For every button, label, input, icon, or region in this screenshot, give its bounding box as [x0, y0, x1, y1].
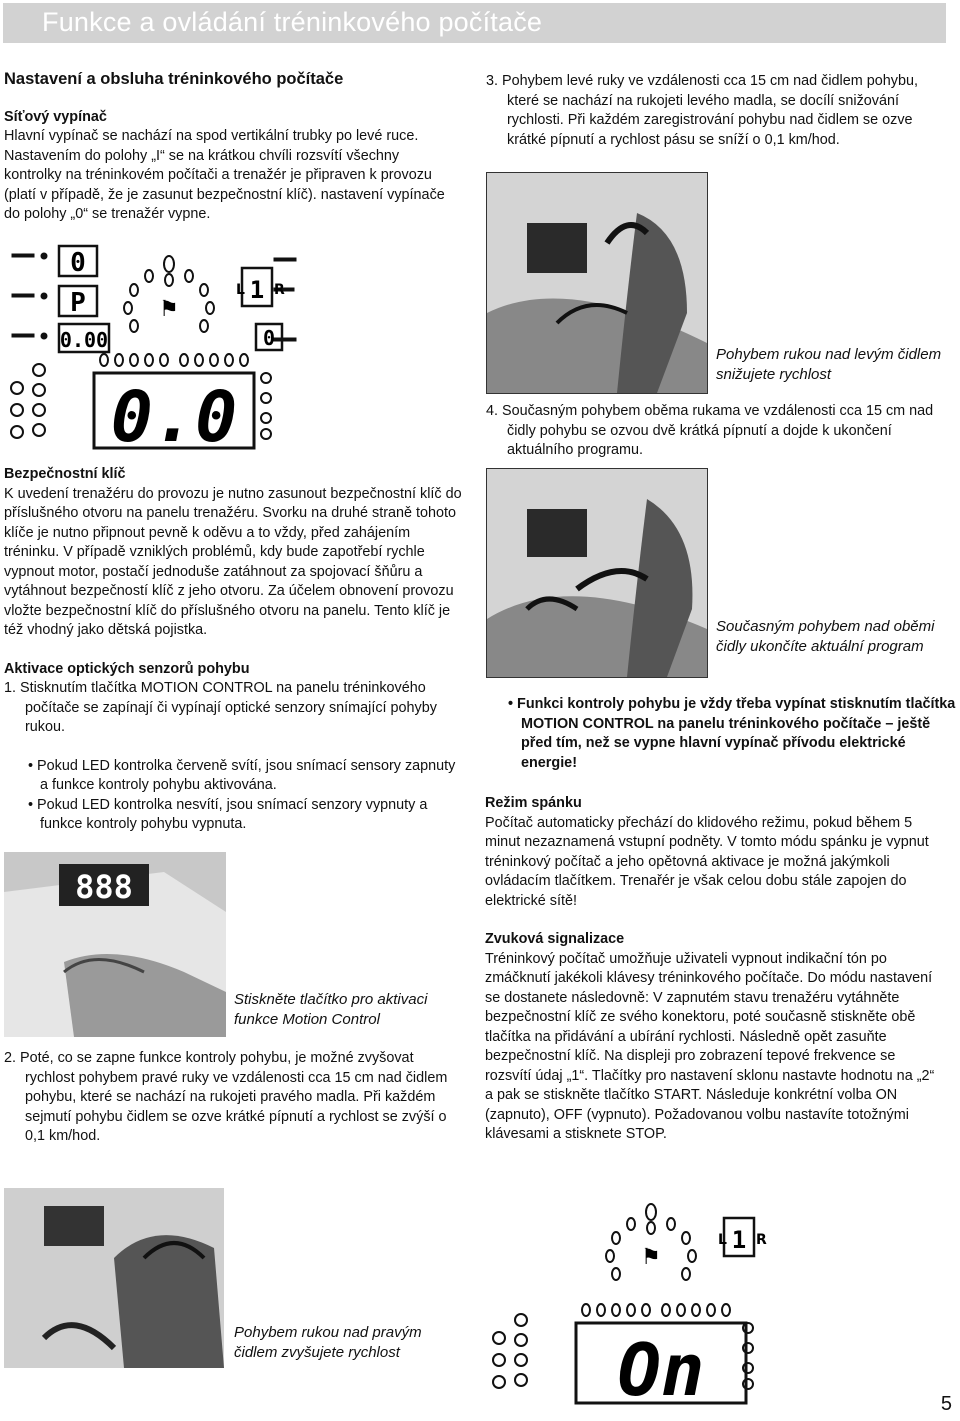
svg-text:⚑: ⚑: [641, 1245, 661, 1270]
step-4-text: 4. Současným pohybem oběma rukama ve vzdálenosti cca 15 cm nad čidly pohybu se ozvou dvě krátká pípnutí a dojde k ukončení aktuálního programu.: [486, 403, 934, 458]
switch-text: Hlavní vypínač se nachází na spod vertikální trubky po levé ruce. Nastavením do polohy „I“ se na krátkou chvíli rozsvítí všechny kontrolky na tréninkovém počítači a trenažér je připraven k provozu (platí v případě, že je zasunut bezpečnostní klíč). nastavení vypínače do polohy „0“ se trenažér vypne.: [4, 128, 445, 222]
keypad-digits: 888: [75, 868, 133, 906]
lr-display-on-value: 1: [731, 1226, 747, 1254]
console-panel-diagram: [4, 238, 322, 453]
sleep-section: [485, 794, 940, 1145]
svg-text:R: R: [274, 282, 285, 298]
display-3-value: 0.00: [59, 328, 109, 352]
display-4-value: 0: [262, 326, 276, 350]
svg-text:L: L: [718, 1232, 727, 1248]
caption-press-button: Stiskněte tlačítko pro aktivaci funkce Motion Control: [234, 991, 428, 1028]
caption-right-hand: Pohybem rukou nad pravým čidlem zvyšujete rychlost: [234, 1324, 422, 1361]
bullet-led-on: • Pokud LED kontrolka červeně svítí, jsou snímací sensory zapnuty a funkce kontroly pohybu aktivována.: [28, 757, 456, 793]
sleep-text: Počítač automaticky přechází do klidového režimu, pokud během 5 minut nezaznamená vstupní podněty. V tomto módu spánku je vypnut tréninkový počítač a jeho opětovná aktivace je možná jakýmkoli ovládacím tlačítkem. Trenařér je však celou dobu stále zapojen do elektrické sítě!: [485, 814, 929, 909]
page-title: Funkce a ovládání tréninkového počítače: [42, 7, 543, 37]
svg-text:⚑: ⚑: [159, 297, 179, 322]
bullet-led-off: • Pokud LED kontrolka nesvítí, jsou snímací senzory vypnuty a funkce kontroly pohybu vypnuta.: [28, 796, 428, 832]
sleep-title: Režim spánku: [485, 795, 582, 811]
page-header: [3, 3, 946, 43]
display-2-value: P: [70, 288, 86, 318]
big-display-value: 0.0: [110, 376, 238, 453]
lr-display-value: 1: [249, 276, 265, 304]
both-hands-photo: [486, 468, 708, 678]
switch-title: Síťový vypínač: [4, 108, 107, 125]
svg-text:R: R: [756, 1232, 767, 1248]
left-hand-photo: [486, 172, 708, 394]
step-2-section: [4, 1049, 459, 1147]
warning-note: • Funkci kontroly pohybu je vždy třeba vypínat stisknutím tlačítka MOTION CONTROL na panelu tréninkového počítače – ještě před tím, než se vypne hlavní vypínač přívodu elektrické energie!: [508, 696, 956, 771]
sound-title: Zvuková signalizace: [485, 931, 625, 947]
caption-left-hand: Pohybem rukou nad levým čidlem snižujete rychlost: [716, 346, 942, 383]
intro-section: [4, 70, 459, 225]
console-panel-on-diagram: [486, 1188, 804, 1408]
sensors-title: Aktivace optických senzorů pohybu: [4, 660, 250, 677]
sound-text: Tréninkový počítač umožňuje uživateli vypnout indikační tón po zmáčknutí jakékoli klávesy tréninkového počítače. Do módu nastavení se dostanete následovně: V zapnutém stavu trenažéru vytáhněte bezpečnostní klíč ze svého konektoru, poté současně stiskněte obě tlačítka na přidávání a ubírání rychlosti. Následně opět zasuňte bezpečnostní klíč. Na displeji pro zobrazení tepové frekvence se rozsvítí údaj „1“. Tlačítky pro nastavení sklonu nastavte hodnotu na „2“ a pak se stiskněte tlačítko START. Následuje konkrétní volba ON (zapnuto), OFF (vypnuto). Požadovanou volbu nastavíte totožnými klávesami a stisknete STOP.: [485, 950, 935, 1142]
svg-text:L: L: [236, 282, 245, 298]
page-number: 5: [940, 1393, 952, 1415]
step-4-section: [486, 402, 941, 461]
key-text: K uvedení trenažéru do provozu je nutno zasunout bezpečnostní klíč do příslušného otvoru na panelu trenažéru. Svorku na druhé straně tohoto klíče je nutno připnout pevně k oděvu a to vždy, před zahájením tréninku. V případě vzniklých problémů, kdy bude zapotřebí rychle vypnout motor, postačí jednoduše zatáhnout za spojovací šňůru a vytáhnout bezpečností klíč z jeho otvoru. Za účelem obnovení provozu vložte bezpečnostní klíč do příslušného otvoru na panelu. Tento klíč je též vhodný jako dětská pojistka.: [4, 485, 462, 638]
step-3-text: 3. Pohybem levé ruky ve vzdálenosti cca 15 cm nad čidlem pohybu, které se nachází na rukojeti levého madla, se docílí snižování rychlosti. Při každém zaregistrování pohybu nad čidlem se ozve krátké pípnutí a rychlost pásu se sníží o 0,1 km/hod.: [486, 73, 918, 148]
big-display-on-value: On: [617, 1328, 705, 1408]
key-title: Bezpečnostní klíč: [4, 466, 126, 482]
press-button-photo: [4, 852, 226, 1037]
display-1-value: 0: [70, 248, 86, 278]
step-3-section: [486, 72, 936, 150]
safety-key-section: [4, 465, 464, 835]
caption-both-hands: Současným pohybem nad oběmi čidly ukončíte aktuální program: [716, 618, 935, 655]
step-1-text: 1. Stisknutím tlačítka MOTION CONTROL na panelu tréninkového počítače se zapínají či vypínají optické senzory snímající pohyby rukou.: [4, 680, 437, 735]
right-hand-photo: [4, 1188, 224, 1368]
step-2-text: 2. Poté, co se zapne funkce kontroly pohybu, je možné zvyšovat rychlost pohybem pravé ruky ve vzdálenosti cca 15 cm nad čidlem pohybu, které se nachází na rukojeti pravého madla. Při každém sejmutí pohybu čidlem se ozve krátké pípnutí a rychlost se zvýší o 0,1 km/hod.: [4, 1050, 448, 1144]
section-title: Nastavení a obsluha tréninkového počítače: [4, 70, 344, 88]
